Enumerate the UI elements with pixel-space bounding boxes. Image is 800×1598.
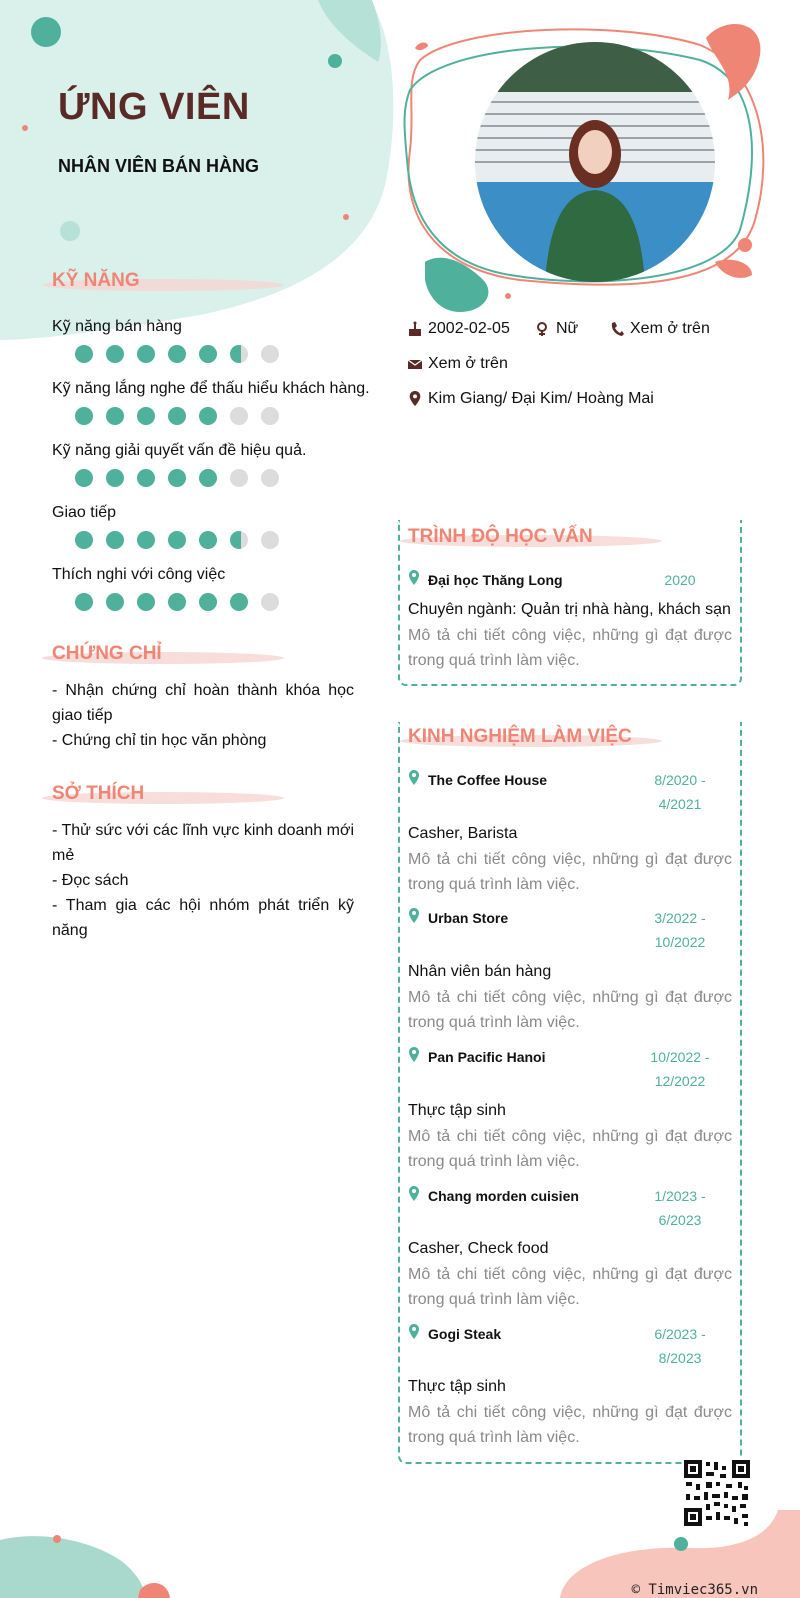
- job-role: Casher, Check food: [408, 1240, 549, 1257]
- rating-dot: [75, 407, 93, 425]
- skill-rating: [75, 593, 279, 611]
- candidate-name: ỨNG VIÊN: [58, 86, 250, 128]
- experience-date: [645, 1045, 715, 1093]
- experience-date: [645, 768, 715, 816]
- job-description: Mô tả chi tiết công việc, những gì đạt được trong quá trình làm việc.: [408, 1404, 732, 1446]
- job-description: Mô tả chi tiết công việc, những gì đạt được trong quá trình làm việc.: [408, 851, 732, 893]
- phone-value: Xem ở trên: [630, 320, 710, 337]
- education-year: 2020: [664, 572, 696, 588]
- rating-dot: [137, 407, 155, 425]
- location-pin-icon: [408, 770, 420, 786]
- rating-dot: [137, 593, 155, 611]
- rating-dot: [230, 407, 248, 425]
- rating-dot: [168, 531, 186, 549]
- skill-rating: [75, 531, 279, 549]
- location-pin-icon: [408, 1047, 420, 1063]
- location-pin-icon: [408, 908, 420, 924]
- rating-dot: [137, 469, 155, 487]
- gender-row: [536, 320, 578, 338]
- skills-title: KỸ NĂNG: [52, 270, 140, 291]
- rating-dot: [199, 531, 217, 549]
- company-name: Urban Store: [428, 910, 509, 926]
- hobby-item: - Tham gia các hội nhóm phát triển kỹ năng: [52, 897, 354, 939]
- hobby-item: - Thử sức với các lĩnh vực kinh doanh mới mẻ: [52, 822, 354, 864]
- education-major: Chuyên ngành: Quản trị nhà hàng, khách sạn: [408, 601, 731, 618]
- rating-dot: [75, 593, 93, 611]
- skill-rating: [75, 345, 279, 363]
- school-name: Đại học Thăng Long: [428, 572, 563, 588]
- job-role: Thực tập sinh: [408, 1102, 506, 1119]
- rating-dot: [106, 469, 124, 487]
- certificates-title: CHỨNG CHỈ: [52, 643, 162, 664]
- qr-code: [682, 1458, 752, 1528]
- experience-date: [645, 1184, 715, 1232]
- map-pin-icon: [408, 391, 422, 407]
- skill-name: Kỹ năng giải quyết vấn đề hiệu quả.: [52, 442, 307, 459]
- rating-dot: [106, 531, 124, 549]
- rating-dot: [168, 345, 186, 363]
- rating-dot: [75, 345, 93, 363]
- date-to: 12/2022: [654, 1073, 706, 1089]
- job-description: Mô tả chi tiết công việc, những gì đạt được trong quá trình làm việc.: [408, 1128, 732, 1170]
- date-from: 3/2022 -: [654, 910, 706, 926]
- skill-rating: [75, 469, 279, 487]
- job-role: Casher, Barista: [408, 825, 518, 842]
- rating-dot: [261, 469, 279, 487]
- cake-icon: [408, 321, 422, 337]
- company-name: The Coffee House: [428, 772, 548, 788]
- rating-dot: [137, 345, 155, 363]
- rating-dot: [199, 345, 217, 363]
- watermark: © Timviec365.vn: [631, 1582, 758, 1598]
- address-value: Kim Giang/ Đại Kim/ Hoàng Mai: [428, 390, 654, 407]
- email-icon: [408, 356, 422, 372]
- job-role: Nhân viên bán hàng: [408, 963, 552, 980]
- rating-dot: [261, 345, 279, 363]
- rating-dot: [168, 407, 186, 425]
- experience-date: [645, 1322, 715, 1370]
- rating-dot: [137, 531, 155, 549]
- job-role: Thực tập sinh: [408, 1378, 506, 1395]
- date-to: 4/2021: [658, 796, 702, 812]
- company-name: Chang morden cuisien: [428, 1188, 579, 1204]
- email-row: [408, 355, 508, 373]
- date-from: 10/2022 -: [650, 1049, 710, 1065]
- rating-dot: [106, 345, 124, 363]
- skill-name: Giao tiếp: [52, 504, 117, 521]
- location-pin-icon: [408, 570, 420, 586]
- certificate-item: - Chứng chỉ tin học văn phòng: [52, 732, 267, 749]
- education-title: TRÌNH ĐỘ HỌC VẤN: [408, 526, 593, 547]
- rating-dot: [230, 345, 248, 363]
- skill-name: Kỹ năng lắng nghe để thấu hiểu khách hàng.: [52, 380, 370, 397]
- rating-dot: [168, 469, 186, 487]
- job-description: Mô tả chi tiết công việc, những gì đạt được trong quá trình làm việc.: [408, 1266, 732, 1308]
- address-row: [408, 390, 654, 408]
- phone-row: [610, 320, 710, 338]
- company-name: Pan Pacific Hanoi: [428, 1049, 546, 1065]
- hobbies-title: SỞ THÍCH: [52, 783, 145, 804]
- gender-value: Nữ: [556, 320, 579, 337]
- experience-title: KINH NGHIỆM LÀM VIỆC: [408, 726, 632, 747]
- email-value: Xem ở trên: [428, 355, 508, 372]
- skill-rating: [75, 407, 279, 425]
- rating-dot: [75, 531, 93, 549]
- rating-dot: [261, 531, 279, 549]
- birthdate-value: 2002-02-05: [428, 320, 510, 337]
- phone-icon: [610, 321, 624, 337]
- certificate-item: - Nhận chứng chỉ hoàn thành khóa học giao tiếp: [52, 682, 354, 724]
- hobby-item: - Đọc sách: [52, 872, 129, 889]
- rating-dot: [199, 469, 217, 487]
- rating-dot: [168, 593, 186, 611]
- rating-dot: [75, 469, 93, 487]
- rating-dot: [261, 593, 279, 611]
- date-from: 1/2023 -: [654, 1188, 706, 1204]
- gender-icon: [536, 321, 550, 337]
- hobbies-list: [52, 818, 354, 943]
- date-to: 10/2022: [654, 934, 706, 950]
- date-from: 8/2020 -: [654, 772, 706, 788]
- company-name: Gogi Steak: [428, 1326, 502, 1342]
- rating-dot: [106, 593, 124, 611]
- rating-dot: [261, 407, 279, 425]
- rating-dot: [230, 469, 248, 487]
- rating-dot: [199, 407, 217, 425]
- date-to: 6/2023: [658, 1212, 702, 1228]
- rating-dot: [106, 407, 124, 425]
- date-to: 8/2023: [658, 1350, 702, 1366]
- rating-dot: [230, 531, 248, 549]
- date-from: 6/2023 -: [654, 1326, 706, 1342]
- skill-name: Thích nghi với công việc: [52, 566, 226, 583]
- experience-date: [645, 906, 715, 954]
- rating-dot: [230, 593, 248, 611]
- rating-dot: [199, 593, 217, 611]
- location-pin-icon: [408, 1186, 420, 1202]
- skill-name: Kỹ năng bán hàng: [52, 318, 182, 335]
- job-description: Mô tả chi tiết công việc, những gì đạt được trong quá trình làm việc.: [408, 989, 732, 1031]
- education-description: Mô tả chi tiết công việc, những gì đạt được trong quá trình làm việc.: [408, 627, 732, 669]
- certificates-list: [52, 678, 354, 753]
- profile-photo: [475, 42, 715, 282]
- location-pin-icon: [408, 1324, 420, 1340]
- job-title: NHÂN VIÊN BÁN HÀNG: [58, 156, 260, 176]
- birthdate-row: [408, 320, 510, 338]
